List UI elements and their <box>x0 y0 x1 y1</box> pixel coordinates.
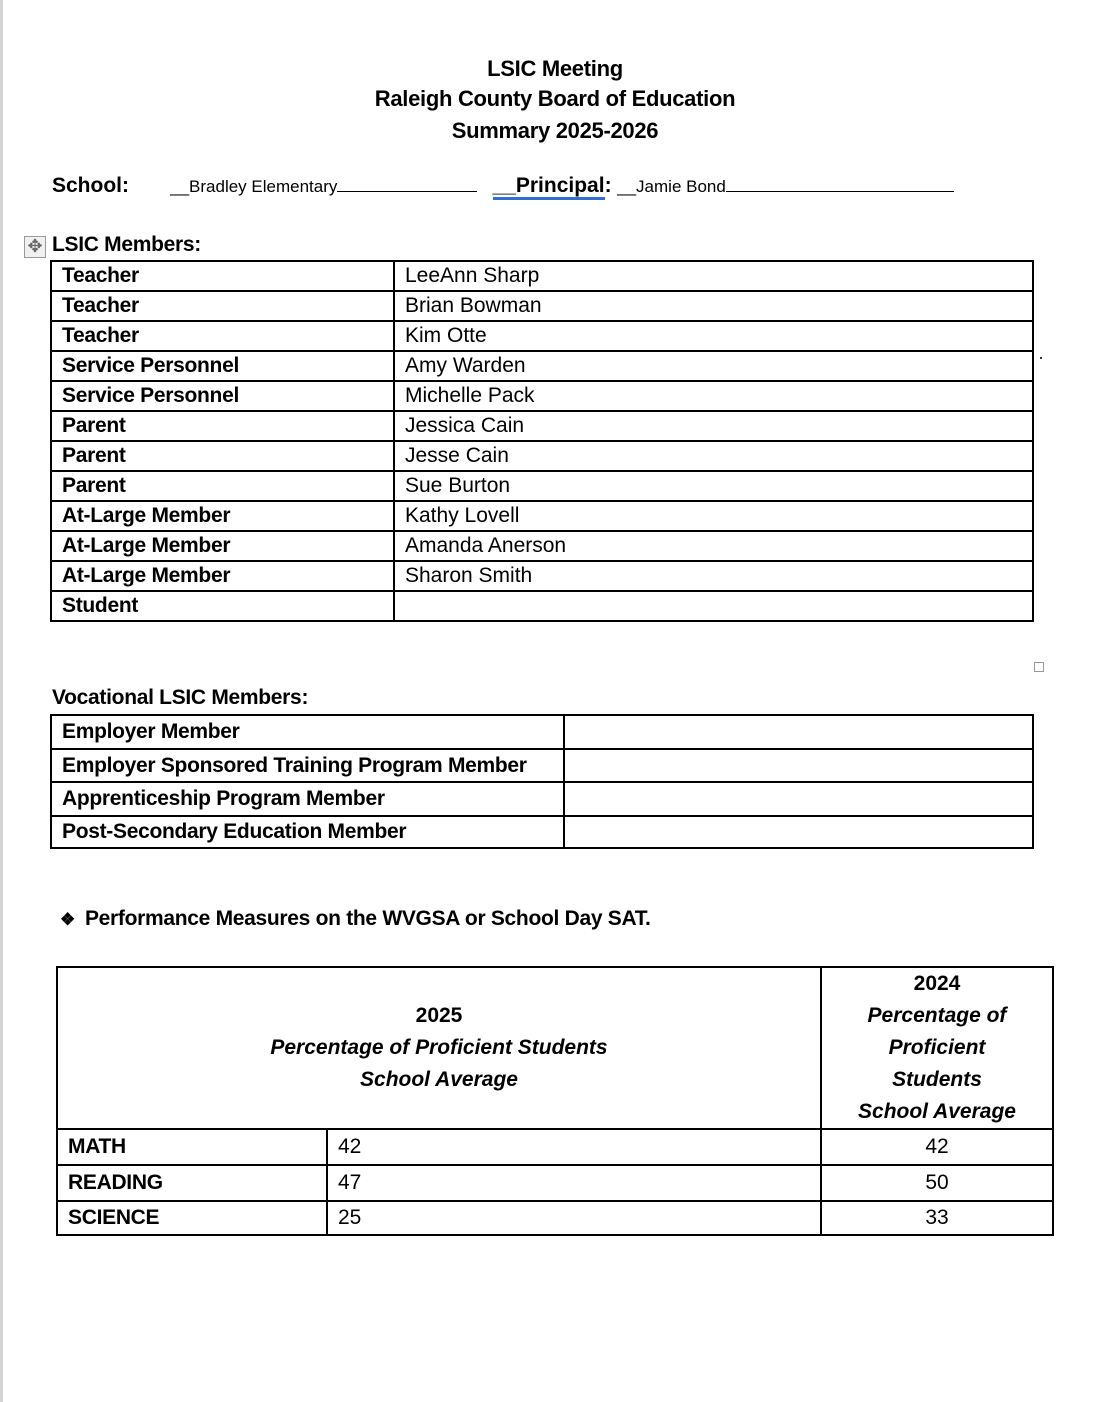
page-edge <box>0 0 3 1402</box>
performance-table <box>56 966 1054 1236</box>
school-principal-line: School: __Bradley Elementary __Principal: __Jamie Bond <box>52 174 954 198</box>
role-cell: Teacher <box>51 291 394 321</box>
school-value[interactable]: __Bradley Elementary <box>170 177 338 196</box>
value-2025-cell[interactable]: 25 <box>327 1201 821 1235</box>
school-underline <box>337 177 477 192</box>
role-cell: Employer Member <box>51 715 564 749</box>
role-cell: Student <box>51 591 394 621</box>
header-2025: 2025 Percentage of Proficient Students School Average <box>57 967 821 1129</box>
lsic-members-table <box>50 260 1034 622</box>
name-cell[interactable]: Jesse Cain <box>394 441 1033 471</box>
lsic-members-label: LSIC Members: <box>52 233 201 256</box>
principal-value[interactable]: __Jamie Bond <box>617 177 726 196</box>
table-row <box>57 1165 1053 1201</box>
vocational-members-label: Vocational LSIC Members: <box>52 686 309 709</box>
table-row <box>51 321 1033 351</box>
table-move-handle-icon[interactable]: ✥ <box>24 236 46 258</box>
role-cell: At-Large Member <box>51 531 394 561</box>
name-cell[interactable]: Amanda Anerson <box>394 531 1033 561</box>
table-row <box>51 471 1033 501</box>
name-cell[interactable] <box>564 782 1033 816</box>
name-cell[interactable]: Michelle Pack <box>394 381 1033 411</box>
role-cell: At-Large Member <box>51 561 394 591</box>
subject-cell: SCIENCE <box>57 1201 327 1235</box>
table-row <box>51 351 1033 381</box>
value-2024-cell[interactable]: 42 <box>821 1129 1053 1165</box>
table-row <box>51 441 1033 471</box>
role-cell: Apprenticeship Program Member <box>51 782 564 816</box>
school-label: School: <box>52 174 129 197</box>
role-cell: Service Personnel <box>51 351 394 381</box>
value-2025-cell[interactable]: 42 <box>327 1129 821 1165</box>
table-row <box>51 381 1033 411</box>
role-cell: Service Personnel <box>51 381 394 411</box>
role-cell: Post-Secondary Education Member <box>51 816 564 848</box>
name-cell[interactable] <box>564 816 1033 848</box>
role-cell: Parent <box>51 471 394 501</box>
name-cell[interactable]: Jessica Cain <box>394 411 1033 441</box>
header-2024: 2024 Percentage of Proficient Students School Average <box>821 967 1053 1129</box>
name-cell[interactable]: Kathy Lovell <box>394 501 1033 531</box>
role-cell: Teacher <box>51 321 394 351</box>
performance-header-row <box>57 967 1053 1129</box>
table-row <box>51 531 1033 561</box>
doc-title-line2: Raleigh County Board of Education <box>374 86 736 111</box>
table-row <box>51 411 1033 441</box>
name-cell[interactable]: Brian Bowman <box>394 291 1033 321</box>
role-cell: Teacher <box>51 261 394 291</box>
table-row <box>57 1129 1053 1165</box>
table-resize-handle-icon[interactable] <box>1034 662 1044 672</box>
performance-heading <box>60 907 651 931</box>
doc-title-line1: LSIC Meeting <box>487 56 623 81</box>
stray-mark <box>1040 357 1042 359</box>
value-2024-cell[interactable]: 33 <box>821 1201 1053 1235</box>
value-2025-cell[interactable]: 47 <box>327 1165 821 1201</box>
table-row <box>51 501 1033 531</box>
principal-underline <box>726 177 954 192</box>
table-row <box>51 591 1033 621</box>
value-2024-cell[interactable]: 50 <box>821 1165 1053 1201</box>
name-cell[interactable] <box>564 715 1033 749</box>
name-cell[interactable]: Sue Burton <box>394 471 1033 501</box>
vocational-members-table <box>50 714 1034 849</box>
table-row <box>51 782 1033 816</box>
table-row <box>51 561 1033 591</box>
name-cell[interactable] <box>394 591 1033 621</box>
role-cell: At-Large Member <box>51 501 394 531</box>
name-cell[interactable]: Kim Otte <box>394 321 1033 351</box>
table-row <box>51 816 1033 848</box>
name-cell[interactable] <box>564 749 1033 782</box>
table-row <box>57 1201 1053 1235</box>
principal-label: Principal <box>515 174 605 197</box>
role-cell: Parent <box>51 441 394 471</box>
table-row <box>51 291 1033 321</box>
table-row <box>51 261 1033 291</box>
name-cell[interactable]: LeeAnn Sharp <box>394 261 1033 291</box>
diamond-bullet-icon: ❖ <box>60 910 75 929</box>
doc-title-line3: Summary 2025-2026 <box>451 118 659 143</box>
name-cell[interactable]: Amy Warden <box>394 351 1033 381</box>
performance-heading-text: Performance Measures on the WVGSA or School Day SAT. <box>84 907 651 930</box>
name-cell[interactable]: Sharon Smith <box>394 561 1033 591</box>
role-cell: Parent <box>51 411 394 441</box>
table-row <box>51 715 1033 749</box>
table-row <box>51 749 1033 782</box>
subject-cell: READING <box>57 1165 327 1201</box>
role-cell: Employer Sponsored Training Program Member <box>51 749 564 782</box>
principal-label-wrap: __Principal <box>493 174 605 200</box>
subject-cell: MATH <box>57 1129 327 1165</box>
